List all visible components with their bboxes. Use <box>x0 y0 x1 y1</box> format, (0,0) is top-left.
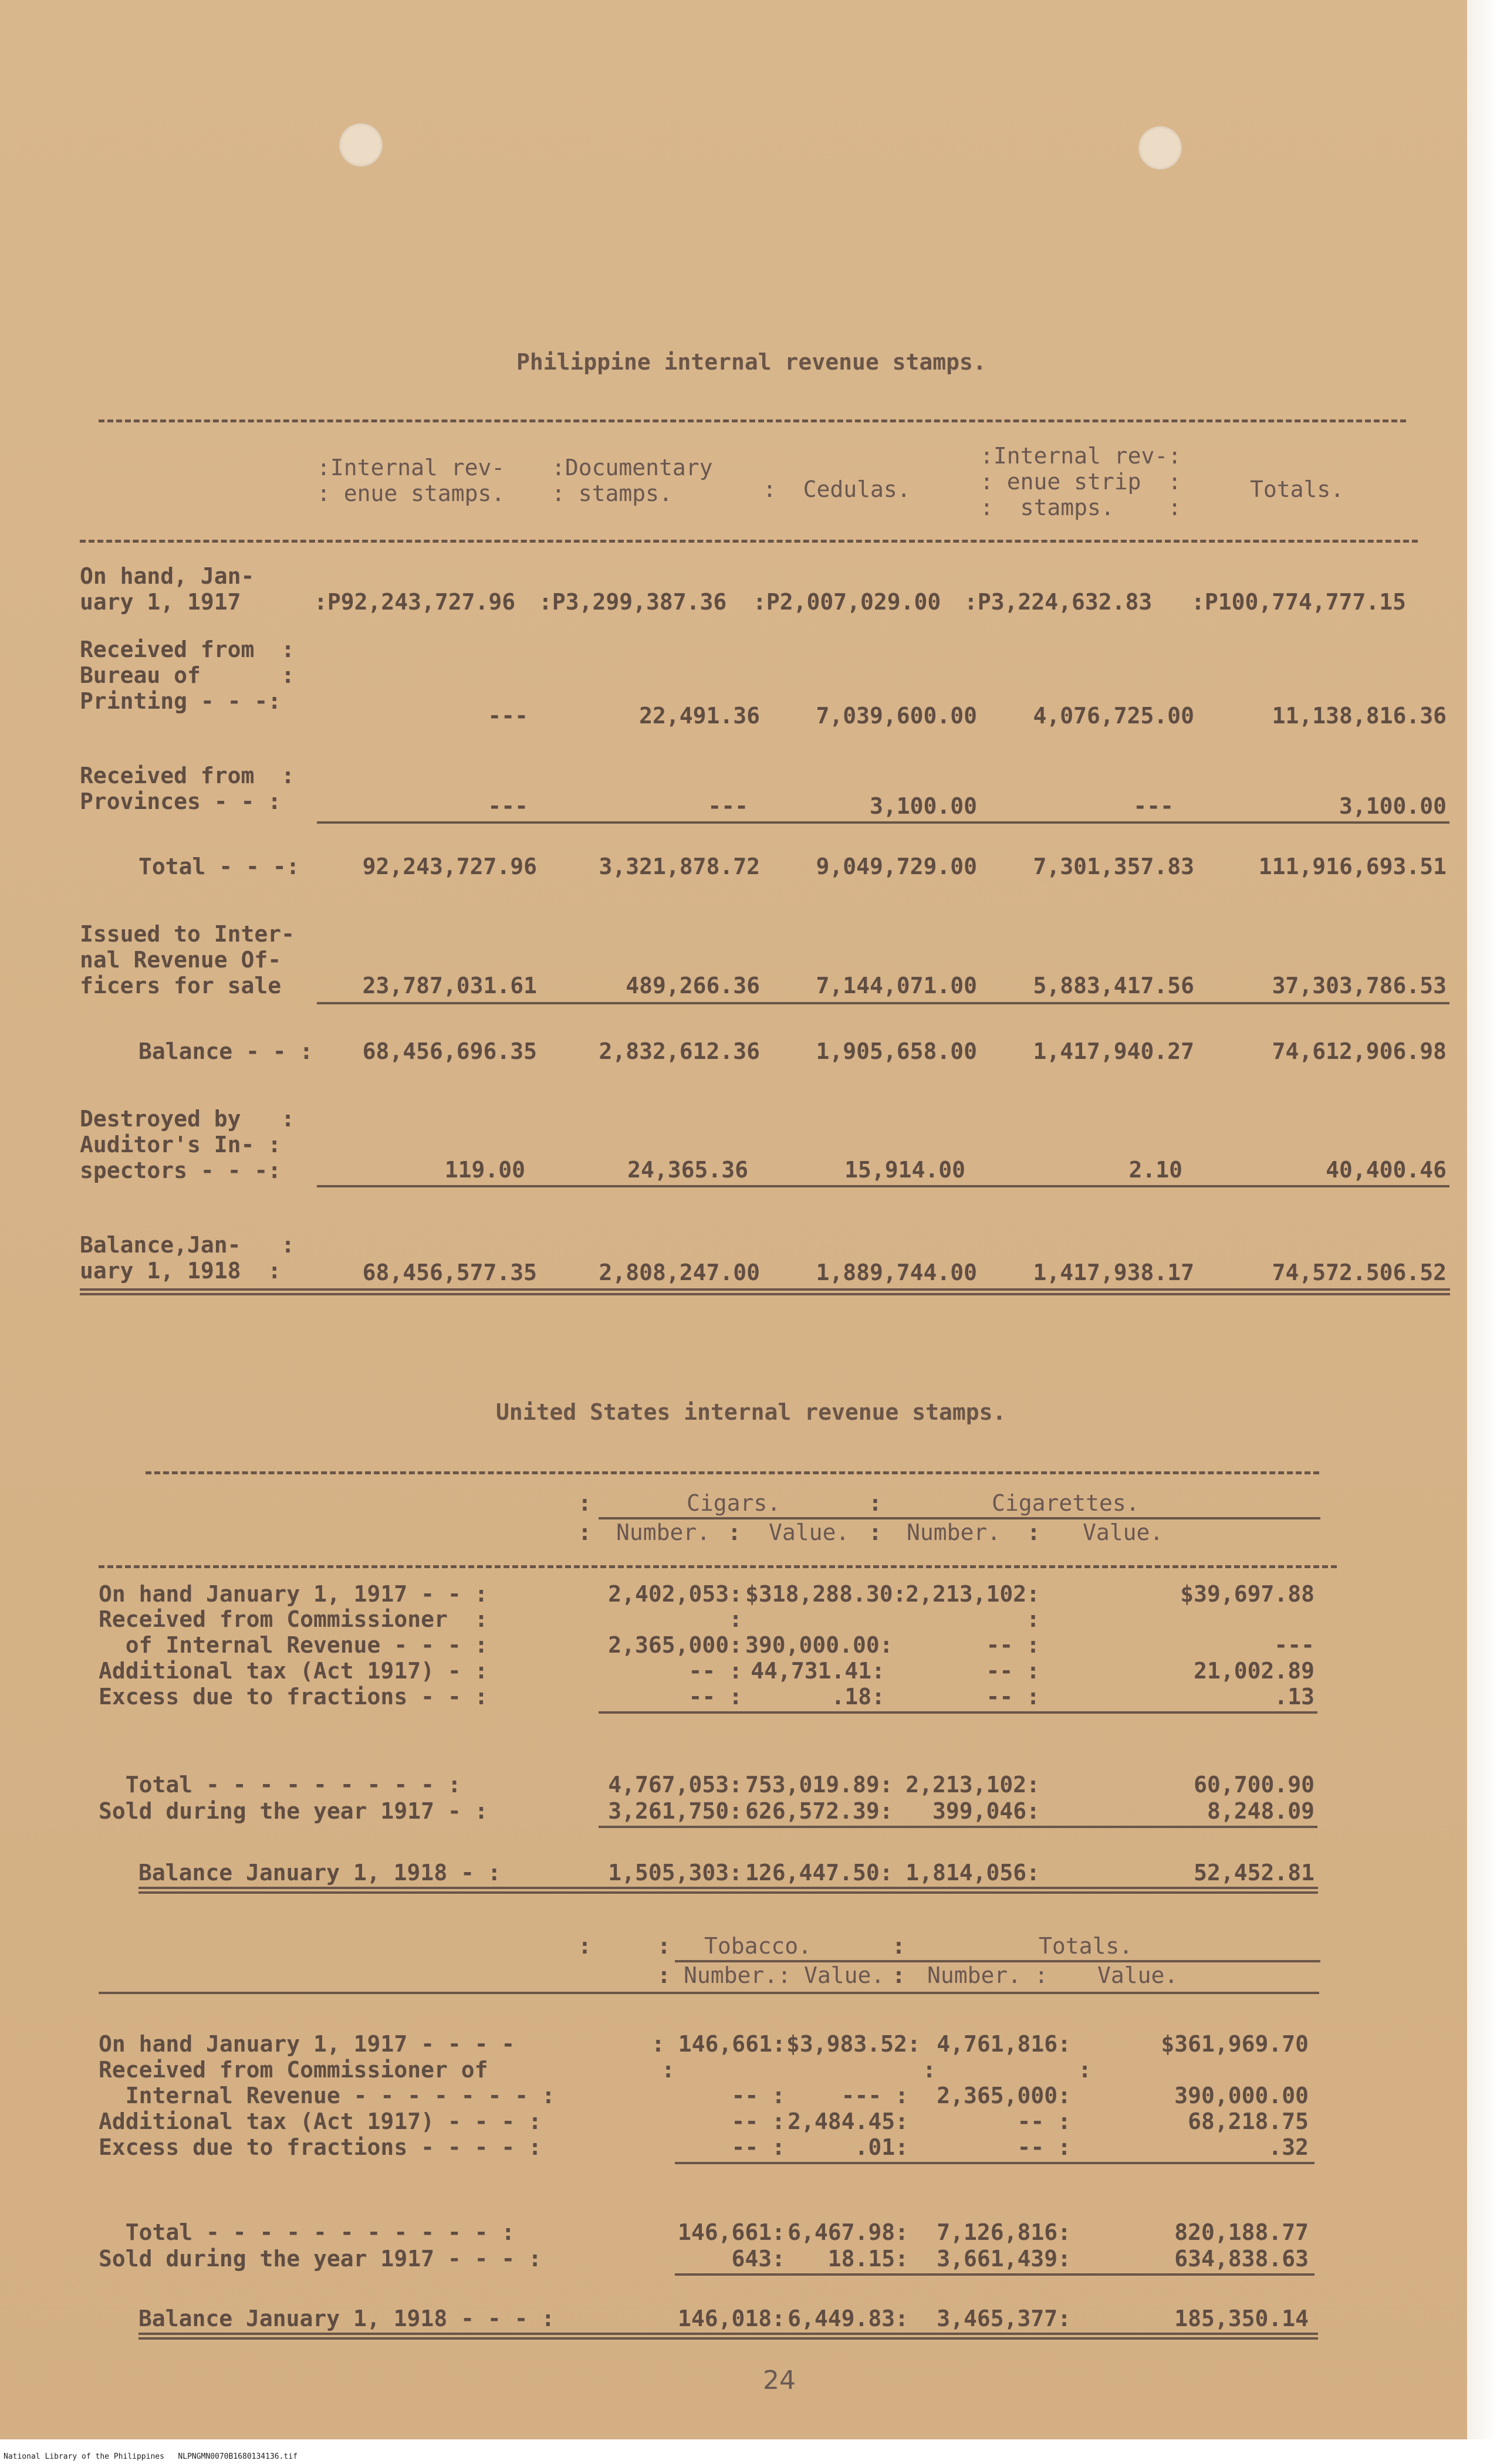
us-underline <box>599 1826 1317 1828</box>
ph-cell: :P100,774,777.15 <box>1191 589 1407 615</box>
ph-cell: 7,039,600.00 <box>816 703 977 729</box>
us-header-colon: : <box>869 1490 882 1516</box>
us-underline <box>599 1711 1317 1714</box>
ph-row-label: Balance - - : <box>138 1038 313 1064</box>
ph-bottom-rule-2 <box>80 1293 1450 1295</box>
us-row-label: Total - - - - - - - - - : <box>99 1772 461 1798</box>
ph-cell: --- <box>1133 793 1174 819</box>
us-row-label: Excess due to fractions - - - - : <box>99 2134 542 2160</box>
us-header-colon: : <box>728 1519 741 1545</box>
ph-row-label: Received from : Bureau of : Printing - - -: <box>80 637 295 714</box>
us-cell: -- : <box>986 1632 1040 1658</box>
ph-cell: 2,832,612.36 <box>599 1038 760 1064</box>
us-cell: 8,248.09 <box>1207 1798 1314 1824</box>
ph-cell: 3,321,878.72 <box>599 854 760 879</box>
us-cell: 7,126,816: <box>937 2219 1071 2245</box>
us-cell: 399,046: <box>932 1798 1040 1824</box>
us-underline <box>675 2162 1314 2164</box>
us-cell: .13 <box>1274 1684 1314 1710</box>
us-row-label: Received from Commissioner of <box>99 2057 488 2083</box>
ph-header-cedulas: : Cedulas. <box>763 476 911 502</box>
us-cell: 146,018: <box>677 2306 785 2331</box>
ph-cell: 9,049,729.00 <box>816 854 977 879</box>
us-cell: -- : <box>731 2083 785 2108</box>
us-cell: : <box>729 1606 742 1632</box>
us-bottom-rule-2 <box>138 1891 1318 1894</box>
us-cell: -- : <box>731 2108 785 2134</box>
us-header-cigarettes: Cigarettes. <box>992 1490 1140 1516</box>
ph-underline <box>317 821 1449 824</box>
us-cell: 2,213,102: <box>905 1581 1040 1607</box>
us-cell: .32 <box>1268 2134 1309 2160</box>
us-subheader: Number. <box>616 1519 711 1545</box>
ph-header-strip-stamps: :Internal rev-: : enue strip : : stamps. : <box>980 443 1182 520</box>
ph-cell: 119.00 <box>444 1157 525 1183</box>
us-subheader: Number. <box>907 1519 1001 1545</box>
us-cell: 4,767,053: <box>608 1772 742 1798</box>
us-cell: --- <box>1274 1632 1314 1658</box>
us-header-colon: : <box>657 1962 671 1988</box>
ph-cell: 1,417,940.27 <box>1033 1038 1194 1064</box>
us-cell: 6,467.98: <box>788 2219 908 2245</box>
us-header-colon: : <box>892 1933 905 1959</box>
us-cell: .18: <box>831 1684 885 1710</box>
us-cell: 390,000.00: <box>745 1632 893 1658</box>
ph-cell: :P92,243,727.96 <box>314 589 516 615</box>
ph-row-label: Received from : Provinces - - : <box>80 763 295 814</box>
us-cell: .01: <box>854 2134 908 2160</box>
us-cell: 2,213,102: <box>905 1772 1040 1798</box>
us-cell: 126,447.50: <box>745 1860 893 1886</box>
footer-note: National Library of the Philippines NLPNGMN0070B1680134136.tif <box>4 2452 298 2461</box>
ph-cell: 15,914.00 <box>844 1157 965 1183</box>
us-row-label: Sold during the year 1917 - - - : <box>99 2246 542 2272</box>
us-row-label: Balance January 1, 1918 - : <box>138 1860 501 1886</box>
us-cell: 3,465,377: <box>937 2306 1071 2331</box>
us-table-title: United States internal revenue stamps. <box>496 1399 1006 1425</box>
ph-row-label: Balance,Jan- : uary 1, 1918 : <box>80 1232 295 1284</box>
ph-cell: 3,100.00 <box>1339 793 1447 819</box>
us-cell: 753,019.89: <box>745 1772 893 1798</box>
ph-cell: 489,266.36 <box>626 973 760 999</box>
us-cell: 2,365,000: <box>937 2083 1071 2108</box>
us-row-label: Internal Revenue - - - - - - - : <box>99 2083 555 2108</box>
us-header-colon: : <box>578 1519 592 1545</box>
us-row-label: On hand January 1, 1917 - - - - <box>99 2031 515 2057</box>
us-cell: -- : <box>1017 2108 1071 2134</box>
ph-cell: :P3,224,632.83 <box>964 589 1153 615</box>
punch-hole-left <box>339 123 383 167</box>
us-cell: 68,218.75 <box>1188 2108 1309 2134</box>
ph-top-rule <box>99 419 1406 422</box>
us-header-colon: : <box>578 1933 592 1959</box>
ph-header-totals: Totals. <box>1250 476 1344 502</box>
ph-cell: 2.10 <box>1128 1157 1182 1183</box>
us-row-label: Balance January 1, 1918 - - - : <box>138 2306 555 2331</box>
us-cell: $39,697.88 <box>1180 1581 1314 1607</box>
us-cell: $3,983.52: <box>786 2031 921 2057</box>
us-cell: 2,484.45: <box>788 2108 908 2134</box>
us-cell: 3,261,750: <box>608 1798 742 1824</box>
ph-cell: 1,905,658.00 <box>816 1038 977 1064</box>
ph-row-label: Issued to Inter- nal Revenue Of- ficers for sale <box>80 921 295 999</box>
us-cell: -- : <box>1017 2134 1071 2160</box>
us-subheader: Value. <box>804 1962 885 1988</box>
us-cell: 146,661: <box>677 2219 785 2245</box>
page-number: 24 <box>763 2365 796 2395</box>
us-header-colon: : <box>657 1933 671 1959</box>
us-row-label: of Internal Revenue - - - : <box>99 1632 488 1658</box>
ph-cell: 68,456,696.35 <box>362 1038 537 1064</box>
us-row-label: Received from Commissioner : <box>99 1606 488 1632</box>
ph-cell: 40,400.46 <box>1326 1157 1447 1183</box>
us-row-label: Sold during the year 1917 - : <box>99 1798 488 1824</box>
us-bottom-rule <box>138 1887 1318 1889</box>
us-header-cigars: Cigars. <box>687 1490 781 1516</box>
us-cell: 1,814,056: <box>905 1860 1040 1886</box>
us-cell: --- : <box>841 2083 908 2108</box>
us-header-colon: : <box>892 1962 905 1988</box>
ph-cell: --- <box>708 793 748 819</box>
us-top-rule <box>146 1471 1319 1474</box>
us-row-label: Additional tax (Act 1917) - : <box>99 1658 488 1684</box>
us-cell: 643: <box>731 2246 785 2272</box>
us-cell: : <box>661 2057 675 2083</box>
ph-cell: 92,243,727.96 <box>362 854 537 879</box>
us-header-colon: : <box>578 1490 592 1516</box>
ph-cell: 74,572.506.52 <box>1272 1260 1447 1285</box>
ph-header-internal-revenue: :Internal rev- : enue stamps. <box>317 455 505 506</box>
us-cell: : <box>1078 2057 1092 2083</box>
us-cell: 44,731.41: <box>751 1658 885 1684</box>
ph-cell: 4,076,725.00 <box>1033 703 1194 729</box>
us-cell: 626,572.39: <box>745 1798 893 1824</box>
us-cell: 6,449.83: <box>788 2306 908 2331</box>
us-header-rule <box>99 1565 1337 1568</box>
ph-header-rule <box>80 540 1418 543</box>
us-subheader-underline <box>99 1992 1319 1994</box>
us-cell: 2,402,053: <box>608 1581 742 1607</box>
us-cell: 52,452.81 <box>1194 1860 1314 1886</box>
us-cell: 2,365,000: <box>608 1632 742 1658</box>
ph-cell: 111,916,693.51 <box>1258 854 1447 879</box>
us-cell: -- : <box>986 1684 1040 1710</box>
us-cell: $318,288.30: <box>745 1581 907 1607</box>
us-cell: 21,002.89 <box>1194 1658 1314 1684</box>
ph-underline <box>317 1185 1449 1187</box>
us-subheader: Value. <box>1097 1962 1178 1988</box>
scan-edge <box>1467 0 1497 2464</box>
us-cell: 18.15: <box>827 2246 908 2272</box>
ph-cell: 37,303,786.53 <box>1272 973 1447 999</box>
ph-cell: 11,138,816.36 <box>1272 703 1447 729</box>
us-header-tobacco: Tobacco. <box>704 1933 812 1959</box>
ph-row-label: Total - - -: <box>138 854 300 879</box>
us-cell: : 146,661: <box>651 2031 786 2057</box>
us-header-colon: : <box>869 1519 882 1545</box>
ph-cell: 22,491.36 <box>639 703 760 729</box>
us-header-colon: : <box>1027 1519 1040 1545</box>
us-subheader: Number.: <box>684 1962 792 1988</box>
us-cell: 820,188.77 <box>1174 2219 1309 2245</box>
us-bottom-rule <box>138 2333 1318 2335</box>
ph-cell: 74,612,906.98 <box>1272 1038 1447 1064</box>
us-cell: 634,838.63 <box>1174 2246 1309 2272</box>
ph-cell: --- <box>488 793 528 819</box>
ph-cell: 68,456,577.35 <box>362 1260 537 1285</box>
ph-cell: 23,787,031.61 <box>362 973 537 999</box>
us-subheader: Value. <box>1083 1519 1164 1545</box>
ph-row-label: Destroyed by : Auditor's In- : spectors - - -: <box>80 1106 295 1183</box>
ph-cell: 3,100.00 <box>869 793 977 819</box>
ph-header-documentary: :Documentary : stamps. <box>552 455 713 506</box>
us-row-label: Additional tax (Act 1917) - - - : <box>99 2108 542 2134</box>
ph-cell: 2,808,247.00 <box>599 1260 760 1285</box>
ph-underline <box>317 1002 1449 1004</box>
us-cell: 1,505,303: <box>608 1860 742 1886</box>
ph-cell: 7,144,071.00 <box>816 973 977 999</box>
us-underline <box>675 2273 1314 2276</box>
us-row-label: On hand January 1, 1917 - - : <box>99 1581 488 1607</box>
ph-row-label: On hand, Jan- uary 1, 1917 <box>80 563 255 615</box>
us-row-label: Total - - - - - - - - - - - : <box>99 2219 515 2245</box>
ph-bottom-rule <box>80 1288 1450 1291</box>
us-cell: -- : <box>688 1658 742 1684</box>
us-cell: 390,000.00 <box>1174 2083 1309 2108</box>
us-cell: $361,969.70 <box>1161 2031 1309 2057</box>
us-bottom-rule-2 <box>138 2337 1318 2340</box>
us-cell: -- : <box>688 1684 742 1710</box>
ph-cell: --- <box>488 703 528 729</box>
us-row-label: Excess due to fractions - - : <box>99 1684 488 1710</box>
ph-table-title: Philippine internal revenue stamps. <box>516 349 986 375</box>
ph-cell: 1,417,938.17 <box>1033 1260 1194 1285</box>
ph-cell: 1,889,744.00 <box>816 1260 977 1285</box>
punch-hole-right <box>1138 126 1182 170</box>
us-subheader: Value. <box>769 1519 850 1545</box>
ph-cell: :P3,299,387.36 <box>539 589 727 615</box>
us-cell: : <box>1026 1606 1040 1632</box>
us-cell: 185,350.14 <box>1174 2306 1309 2331</box>
us-cell: -- : <box>731 2134 785 2160</box>
ph-cell: 7,301,357.83 <box>1033 854 1194 879</box>
us-cell: 4,761,816: <box>937 2031 1071 2057</box>
us-cell: : <box>922 2057 936 2083</box>
us-subheader: Number. : <box>927 1962 1048 1988</box>
us-header-totals: Totals. <box>1039 1933 1133 1959</box>
ph-cell: 24,365.36 <box>627 1157 748 1183</box>
us-cell: 3,661,439: <box>937 2246 1071 2272</box>
ph-cell: :P2,007,029.00 <box>753 589 941 615</box>
ph-cell: 5,883,417.56 <box>1033 973 1194 999</box>
us-cell: -- : <box>986 1658 1040 1684</box>
us-cell: 60,700.90 <box>1194 1772 1314 1798</box>
